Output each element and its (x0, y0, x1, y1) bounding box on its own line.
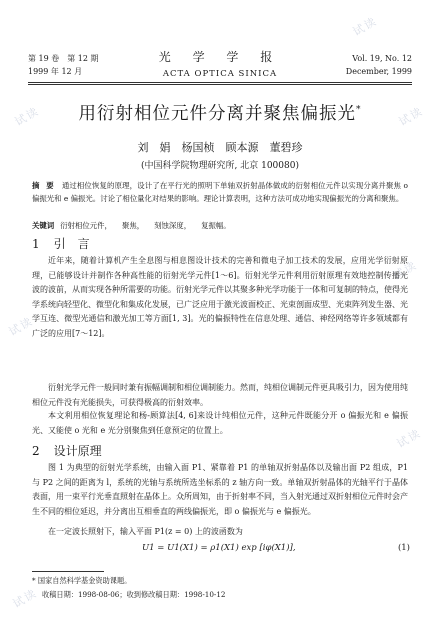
watermark-stamp: 试读 (390, 258, 420, 283)
watermark-stamp: 试读 (12, 104, 42, 129)
equation-1: U1 = U1(X1) = ρ1(X1) exp [iφ(X1)], (142, 543, 296, 553)
design-paragraph-1: 图 1 为典型的衍射光学系统，由输入面 P1、紧靠着 P1 的单轴双折射晶体以及输出面 P2 组成，P1 与 P2 之间的距离为 l，系统的光轴与系统所选坐标系的 z 轴方向一致。单轴双折射晶体的光轴平行于晶体表面，用一束平行光垂直照射在晶体上。众所周知，由于折射率不同，当入射光通过双折射相位元件时会产生不同的相位延迟，并分离出互相垂直的两线偏振光，即 o 偏振光与 e 偏振光。 (32, 463, 408, 516)
watermark-stamp: 试读 (394, 426, 424, 451)
watermark-stamp: 试读 (6, 314, 36, 339)
intro-paragraph-1: 近年来，随着计算机产生全息图与相息图设计技术的完善和微电子加工技术的发展，应用光学衍射原理，已能够设计并制作各种高性能的衍射光学元件[1～6]。衍射光学元件利用衍射原理有效地控制传播光波的波前，从而实现各种所需要的功能。衍射光学元件以其聚多种光学功能于一体和可复制的特点，使得光学系统向轻型化、微型化和集成化发展，已广泛应用于激光波面校正、光束剖面成型、光束阵列发生器、光学互连、微型光通信和激光加工等方面[1, 3]。光的偏振特性在信息处理、通信、神经网络等许多领域都有广泛的应用[7～12]。 (32, 256, 408, 338)
paper-title (0, 100, 440, 125)
watermark-stamp: 试读 (10, 586, 40, 611)
keywords (32, 220, 408, 232)
design-paragraph-2: 在一定波长照射下，输入平面 P1(z = 0) 上的波函数为 (48, 527, 243, 536)
abstract (32, 180, 408, 205)
watermark-stamp: 试读 (350, 14, 380, 39)
abstract-text: 通过相位恢复的原理，设计了在平行光的照明下单轴双折射晶体做成的衍射相位元件以实现分离并聚焦 o 偏振光和 e 偏振光。讨论了相位量化对结果的影响。理论计算表明，这种方法可成功地实现偏振光的分离和聚焦。 (32, 181, 409, 203)
equation-number: (1) (397, 543, 410, 553)
section-number: 1 (32, 237, 40, 251)
watermark-stamp: 试读 (396, 104, 426, 129)
journal-name (140, 50, 300, 80)
keyword: 刻蚀深度， (154, 221, 192, 230)
keyword: 复振幅。 (201, 221, 231, 230)
author-list: 刘 娟 杨国桢 顾本源 董碧珍 (137, 141, 303, 154)
header-rule-thin (28, 84, 412, 85)
abstract-label: 摘 要 (32, 181, 56, 190)
footnote-dates: 收稿日期：1998-08-06；收到修改稿日期：1998-10-12 (42, 590, 226, 599)
header-right (346, 52, 412, 78)
footnote-rule (32, 571, 104, 572)
intro-paragraph-3: 本文利用相位恢复理论和杨-顾算法[4, 6]来设计纯相位元件，这种元件既能分开 o 偏振光和 e 偏振光、又能使 o 光和 e 光分别聚焦到任意预定的位置上。 (32, 411, 408, 435)
journal-name-en: ACTA OPTICA SINICA (162, 69, 278, 79)
date-cn: 1999 年 12 月 (28, 67, 83, 76)
section-heading-introduction (32, 235, 90, 252)
keyword: 聚焦， (121, 221, 145, 230)
section-title: 引 言 (53, 237, 90, 251)
footnote-funding: * 国家自然科学基金资助课题。 (32, 576, 132, 585)
title-footnote-mark: * (356, 105, 362, 116)
section-heading-design-principle (32, 442, 102, 459)
header-left (28, 52, 99, 78)
section-title: 设计原理 (53, 444, 102, 458)
intro-paragraph-2: 衍射光学元件一般同时兼有振幅调制和相位调制能力。然而，纯相位调制元件更具吸引力，因为使用纯相位元件没有光能损失，可获得极高的衍射效率。 (32, 383, 408, 407)
volume-issue-en: Vol. 19, No. 12 (352, 54, 412, 63)
volume-issue-cn: 第 19 卷 第 12 期 (28, 54, 99, 63)
affiliation: (中国科学院物理研究所, 北京 100080) (141, 161, 299, 171)
date-en: December, 1999 (345, 67, 412, 76)
keyword: 衍射相位元件， (60, 221, 112, 230)
keywords-label: 关键词 (32, 221, 55, 230)
header-rule (28, 82, 412, 83)
section-number: 2 (32, 444, 40, 458)
journal-name-cn: 光 学 学 报 (158, 50, 282, 64)
paper-title-text: 用衍射相位元件分离并聚焦偏振光 (78, 104, 356, 124)
